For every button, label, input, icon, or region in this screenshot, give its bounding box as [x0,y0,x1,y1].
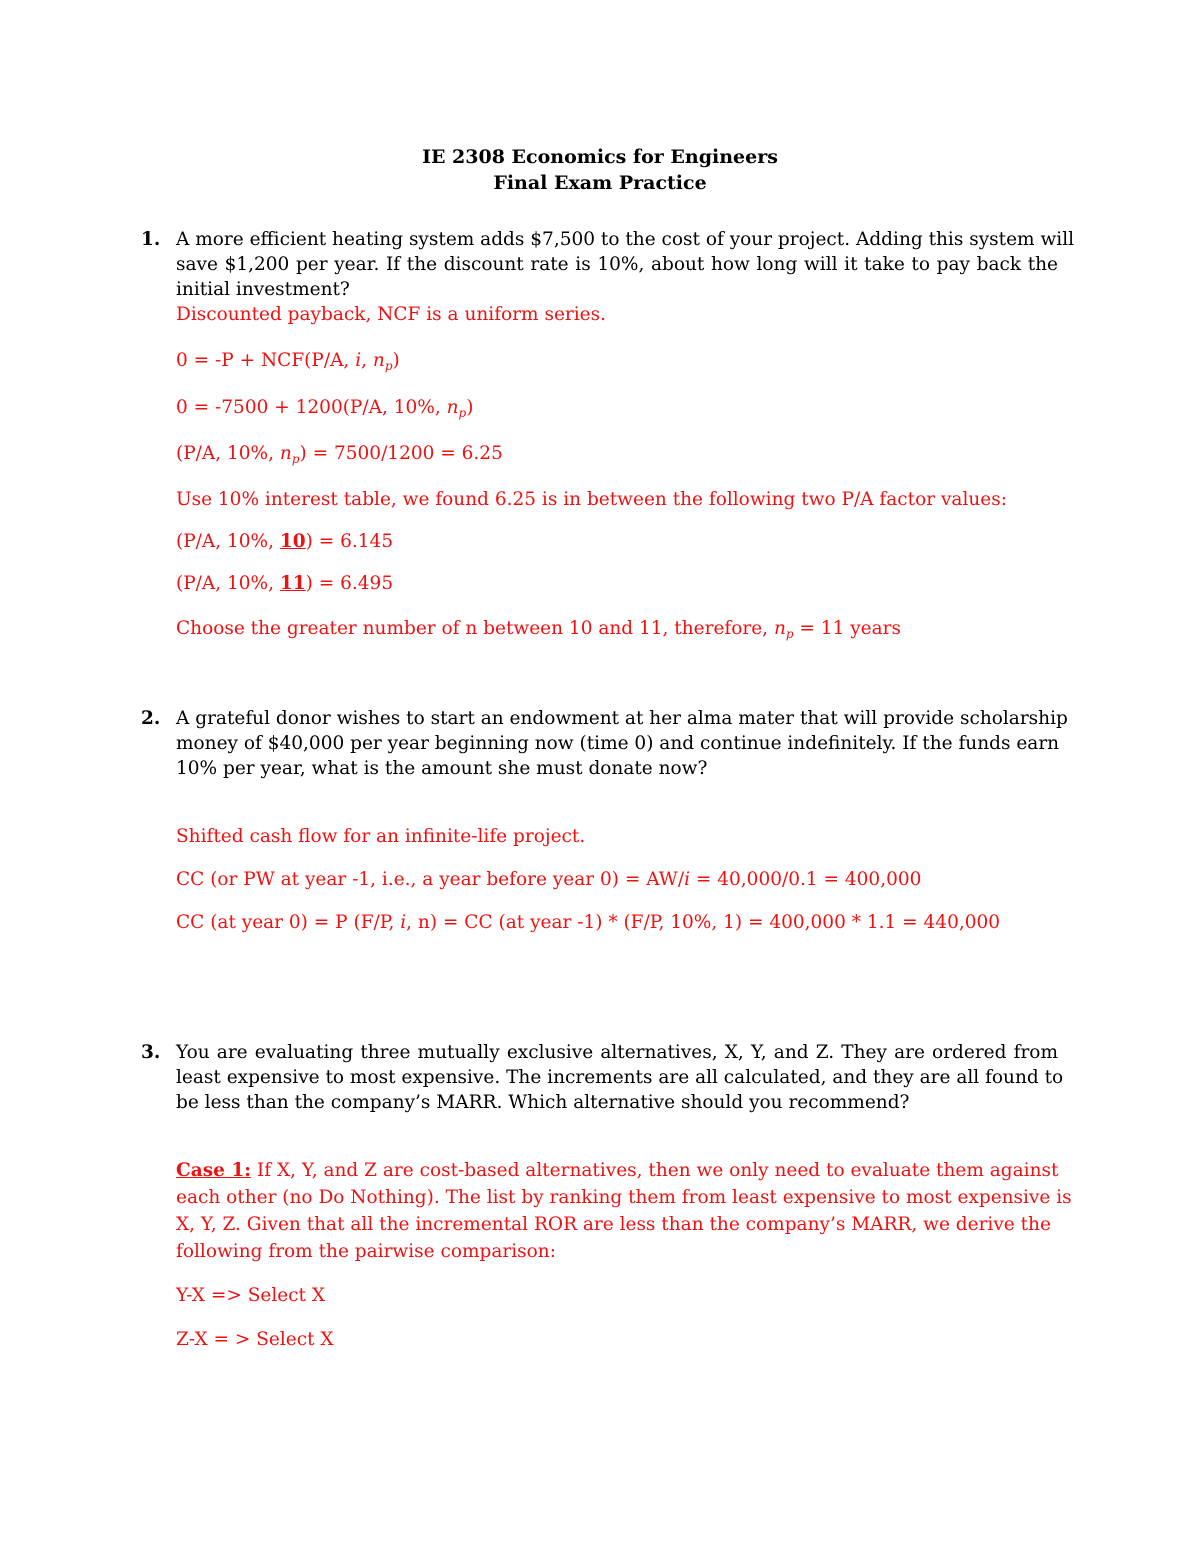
q1-pa11 [176,572,393,596]
q1-eq2 [176,396,473,420]
q3-case1-line1 [176,1159,1058,1183]
q1-pa10-n: 10 [279,531,306,552]
q1-eq3-n: n [279,443,292,464]
q1-choose-n: n [773,618,786,639]
q1-pa11-b: ) = 6.495 [305,573,394,594]
q1-eq2-close: ) [466,397,474,418]
q1-eq1-i: i [355,350,362,371]
q1-eq2-n: n [446,397,459,418]
q1-eq3-a: (P/A, 10%, [176,443,280,464]
q1-choose-a: Choose the greater number of n between 10 and 11, therefore, [176,618,774,639]
q1-eq1-b: , [361,350,373,371]
q2-cc1 [176,868,921,892]
q1-pa11-n: 11 [279,573,306,594]
q3-case1-line2: each other (no Do Nothing). The list by ranking them from least expensive to most expensive is [176,1187,1072,1208]
q1-eq3-b: ) = 7500/1200 = 6.25 [299,443,503,464]
q3-line3: be less than the company’s MARR. Which alternative should you recommend? [176,1092,910,1113]
q1-choose-b: = 11 years [793,618,901,639]
q1-number: 1. [141,229,161,250]
q1-eq1 [176,349,400,373]
q2-answer-label: Shifted cash flow for an infinite-life project. [176,826,586,847]
q3-line2: least expensive to most expensive. The increments are all calculated, and they are all found to [176,1067,1064,1088]
q1-line1: A more efficient heating system adds $7,500 to the cost of your project. Adding this system will [176,229,1075,250]
q1-choose-sub: p [785,627,794,641]
q3-case-l1: If X, Y, and Z are cost-based alternatives, then we only need to evaluate them against [251,1160,1059,1181]
q2-cc1-b: = 40,000/0.1 = 400,000 [689,869,922,890]
q1-pa10-b: ) = 6.145 [305,531,394,552]
q2-cc1-i: i [684,869,690,890]
q1-answer-label: Discounted payback, NCF is a uniform series. [176,304,606,325]
q1-pa11-a: (P/A, 10%, [176,573,280,594]
q2-cc2-i: i [400,912,407,933]
q3-number: 3. [141,1042,161,1063]
q1-eq3-sub: p [291,452,300,466]
q2-cc2 [176,911,1000,935]
q1-eq3 [176,442,503,466]
doc-subtitle: Final Exam Practice [493,172,707,194]
q2-line2: money of $40,000 per year beginning now (time 0) and continue indefinitely. If the funds earn [176,733,1060,754]
q2-line3: 10% per year, what is the amount she must donate now? [176,758,708,779]
q3-line1: You are evaluating three mutually exclusive alternatives, X, Y, and Z. They are ordered from [176,1042,1058,1063]
q1-eq1-sub: p [384,359,393,373]
q2-cc2-b: , n) = CC (at year -1) * (F/P, 10%, 1) = 400,000 * 1.1 = 440,000 [406,912,1001,933]
q1-eq2-a: 0 = -7500 + 1200(P/A, 10%, [176,397,447,418]
q2-number: 2. [141,708,161,729]
q3-case-label: Case 1: [176,1160,252,1181]
q1-eq2-sub: p [458,406,467,420]
q2-cc2-a: CC (at year 0) = P (F/P, [176,912,401,933]
q1-eq1-close: ) [392,350,400,371]
q1-line3: initial investment? [176,279,350,300]
q1-eq1-n: n [372,350,385,371]
q2-line1: A grateful donor wishes to start an endowment at her alma mater that will provide scholarship [176,708,1068,729]
q1-use-table: Use 10% interest table, we found 6.25 is in between the following two P/A factor values: [176,489,1007,510]
q3-case1-line3: X, Y, Z. Given that all the incremental ROR are less than the company’s MARR, we derive the [176,1214,1051,1235]
q1-line2: save $1,200 per year. If the discount rate is 10%, about how long will it take to pay back the [176,254,1058,275]
q1-pa10-a: (P/A, 10%, [176,531,280,552]
q3-yx: Y-X => Select X [176,1285,326,1306]
q3-zx: Z-X = > Select X [176,1329,334,1350]
doc-title: IE 2308 Economics for Engineers [422,146,778,168]
q1-eq1-a: 0 = -P + NCF(P/A, [176,350,356,371]
q1-pa10 [176,530,393,554]
q1-choose [176,617,901,641]
q3-case1-line4: following from the pairwise comparison: [176,1241,556,1262]
q2-cc1-a: CC (or PW at year -1, i.e., a year before year 0) = AW/ [176,869,685,890]
